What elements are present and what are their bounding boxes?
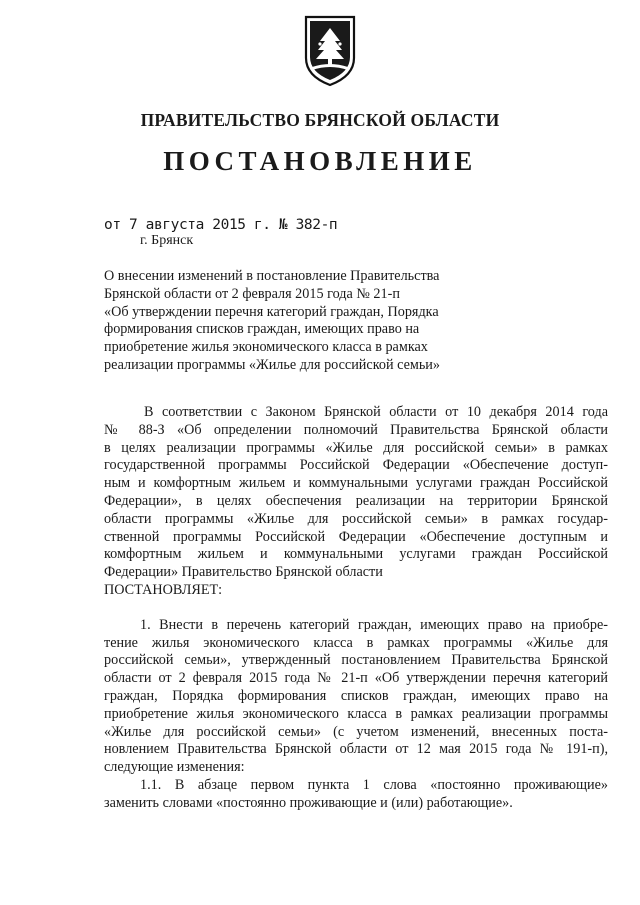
- subject-line: Брянской области от 2 февраля 2015 года № 21-п: [104, 285, 400, 302]
- resolves-heading: ПОСТАНОВЛЯЕТ:: [104, 581, 223, 598]
- item-1-line: «Жилье для российской семьи» (с учетом изменений, внесенных поста-: [104, 723, 608, 740]
- preamble-line: ным и комфортным жильем и коммунальными услугами граждан Российской: [104, 475, 608, 492]
- subject-line: реализации программы «Жилье для российской семьи»: [104, 356, 440, 373]
- preamble-line: Федерации» Правительство Брянской области: [104, 564, 383, 581]
- document-type-title: ПОСТАНОВЛЕНИЕ: [163, 146, 477, 176]
- preamble-line: ственной программы Российской Федерации «Обеспечение доступным и: [104, 528, 608, 545]
- item-1-line: российской семьи», утвержденный постановлением Правительства Брянской: [104, 652, 608, 669]
- coat-of-arms-emblem: [303, 14, 357, 88]
- preamble-line: в целях реализации программы «Жилье для российской семьи» в рамках: [104, 439, 608, 456]
- item-1-line: тение жилья экономического класса в рамках программы «Жилье для: [104, 634, 608, 651]
- preamble-line: В соответствии с Законом Брянской области от 10 декабря 2014 года: [144, 404, 608, 420]
- subject-line: «Об утверждении перечня категорий граждан, Порядка: [104, 303, 439, 320]
- item-1-line: приобретение жилья экономического класса в рамках реализации программы: [104, 705, 608, 722]
- subject-line: О внесении изменений в постановление Правительства: [104, 268, 440, 284]
- item-1-paragraph: [104, 617, 608, 777]
- item-1-line: новлением Правительства Брянской области от 12 мая 2015 года № 191-п),: [104, 741, 608, 758]
- document-date-number: от 7 августа 2015 г. № 382-п: [104, 217, 338, 233]
- document-subject: [104, 268, 476, 375]
- item-1-line: 1. Внести в перечень категорий граждан, имеющих право на приобре-: [140, 616, 608, 633]
- organization-name: ПРАВИТЕЛЬСТВО БРЯНСКОЙ ОБЛАСТИ: [140, 110, 500, 130]
- preamble-line: Федерации», в целях обеспечения реализации на территории Брянской: [104, 492, 608, 509]
- subject-line: формирования списков граждан, имеющих право на: [104, 321, 420, 338]
- item-1-1-paragraph: [104, 777, 608, 813]
- preamble-line: государственной программы Российской Федерации «Обеспечение доступ-: [104, 457, 608, 474]
- document-city: г. Брянск: [140, 233, 194, 248]
- preamble-line: области программы «Жилье для российской семьи» в рамках государ-: [104, 510, 608, 527]
- bryansk-region-coat-of-arms-icon: [303, 14, 357, 88]
- preamble-line: № 88-З «Об определении полномочий Правительства Брянской области: [104, 421, 608, 438]
- document-body: [104, 404, 608, 813]
- item-1-1-line: 1.1. В абзаце первом пункта 1 слова «постоянно проживающие»: [140, 776, 608, 793]
- item-1-line: следующие изменения:: [104, 759, 245, 776]
- item-1-line: граждан, Порядка формирования списков граждан, имеющих право на: [104, 687, 608, 704]
- preamble-paragraph: [104, 404, 608, 600]
- preamble-line: комфортным жильем и коммунальными услугами граждан Российской: [104, 546, 608, 563]
- subject-line: приобретение жилья экономического класса в рамках: [104, 339, 428, 356]
- item-1-line: области от 2 февраля 2015 года № 21-п «Об утверждении перечня категорий: [104, 670, 608, 687]
- item-1-1-line: заменить словами «постоянно проживающие и (или) работающие».: [104, 794, 513, 811]
